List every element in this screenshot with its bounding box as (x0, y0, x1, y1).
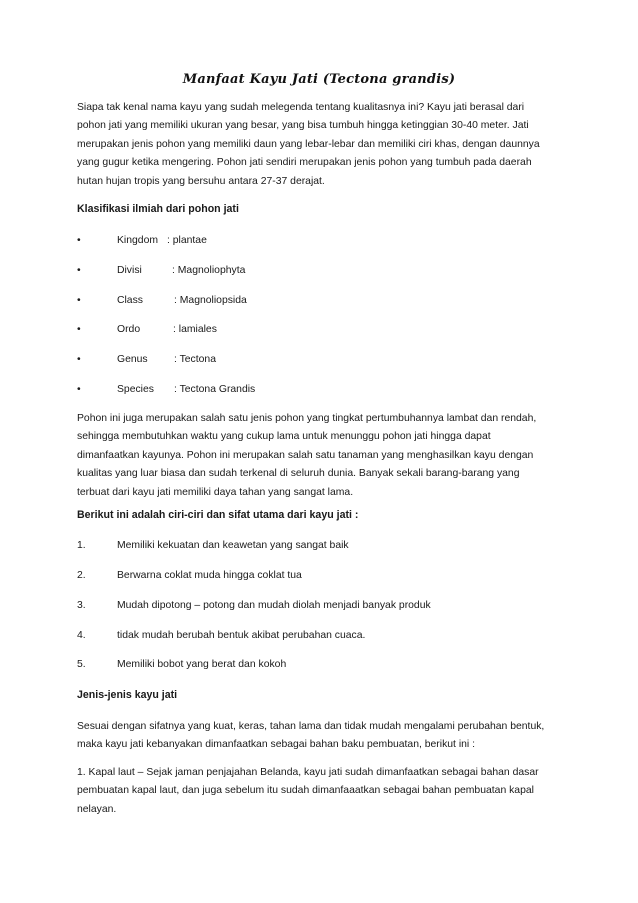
types-intro-line: Sesuai dengan sifatnya yang kuat, keras, tahan lama dan tidak mudah mengalami perubahan bentuk, (77, 721, 545, 732)
bullet: • (77, 295, 81, 306)
classification-label: Class (117, 295, 143, 306)
characteristics-heading: Berikut ini adalah ciri-ciri dan sifat utama dari kayu jati : (77, 509, 359, 521)
growth-line: kualitas yang luar biasa dan sudah terkenal di seluruh dunia. Banyak sekali barang-barang yang (77, 468, 520, 480)
intro-line: Siapa tak kenal nama kayu yang sudah melegenda tentang kualitasnya ini? Kayu jati berasal dari (77, 102, 525, 113)
classification-label: Divisi (117, 265, 142, 276)
growth-line: dimanfaatkan kayunya. Pohon ini merupakan salah satu tanaman yang menghasilkan kayu dengan (77, 449, 534, 461)
growth-line: terbuat dari kayu jati memiliki daya tahan yang sangat lama. (77, 486, 354, 498)
bullet: • (77, 324, 81, 335)
classification-value: : Magnoliopsida (174, 295, 247, 306)
bullet: • (77, 354, 81, 365)
characteristic-text: Berwarna coklat muda hingga coklat tua (117, 570, 302, 581)
document-title: Manfaat Kayu Jati (Tectona grandis) (182, 72, 456, 87)
list-number: 1. (77, 540, 86, 551)
classification-value: : Magnoliophyta (172, 265, 246, 276)
growth-line: sehingga membutuhkan waktu yang cukup lama untuk menunggu pohon jati hingga dapat (77, 431, 491, 443)
characteristic-text: Mudah dipotong – potong dan mudah diolah menjadi banyak produk (117, 600, 431, 611)
list-number: 4. (77, 630, 86, 641)
characteristic-text: Memiliki bobot yang berat dan kokoh (117, 659, 287, 670)
bullet: • (77, 235, 81, 246)
intro-line: yang gugur ketika mengering. Pohon jati sendiri merupakan jenis pohon yang tumbuh pada daerah (77, 157, 532, 169)
classification-value: : Tectona (174, 354, 216, 365)
classification-value: : lamiales (173, 324, 217, 335)
growth-line: Pohon ini juga merupakan salah satu jenis pohon yang tingkat pertumbuhannya lambat dan rendah, (77, 413, 537, 424)
intro-paragraph (77, 99, 577, 191)
classification-label: Genus (117, 354, 148, 365)
classification-value: : plantae (167, 235, 207, 246)
types-first-paragraph (77, 764, 587, 819)
types-first-line: nelayan. (77, 803, 117, 815)
intro-line: pohon jati yang memiliki ukuran yang besar, yang bisa tumbuh hingga ketinggian 30-40 meter. Jati (77, 120, 529, 132)
growth-paragraph (77, 410, 577, 502)
intro-line: merupakan jenis pohon yang memiliki daun yang lebar-lebar dan memiliki ciri khas, dengan daunnya (77, 138, 540, 150)
intro-line: hutan hujan tropis yang bersuhu antara 27-37 derajat. (77, 175, 325, 187)
classification-label: Ordo (117, 324, 141, 335)
characteristic-text: tidak mudah berubah bentuk akibat perubahan cuaca. (117, 630, 366, 641)
types-heading: Jenis-jenis kayu jati (77, 689, 178, 701)
classification-heading: Klasifikasi ilmiah dari pohon jati (77, 203, 239, 215)
bullet: • (77, 265, 81, 276)
types-first-line: 1. Kapal laut – Sejak jaman penjajahan Belanda, kayu jati sudah dimanfaatkan sebagai bahan dasar (77, 767, 539, 778)
list-number: 5. (77, 659, 86, 670)
characteristic-text: Memiliki kekuatan dan keawetan yang sangat baik (117, 540, 349, 551)
classification-label: Species (117, 384, 154, 395)
list-number: 2. (77, 570, 86, 581)
types-intro-paragraph (77, 718, 587, 755)
bullet: • (77, 384, 81, 395)
classification-value: : Tectona Grandis (174, 384, 256, 395)
types-first-line: pembuatan kapal laut, dan juga sebelum itu sudah dimanfaaatkan sebagai bahan pembuatan kapal (77, 785, 534, 797)
list-number: 3. (77, 600, 86, 611)
types-intro-line: maka kayu jati kebanyakan dimanfaatkan sebagai bahan baku pembuatan, berikut ini : (77, 739, 475, 751)
classification-label: Kingdom (117, 235, 159, 246)
